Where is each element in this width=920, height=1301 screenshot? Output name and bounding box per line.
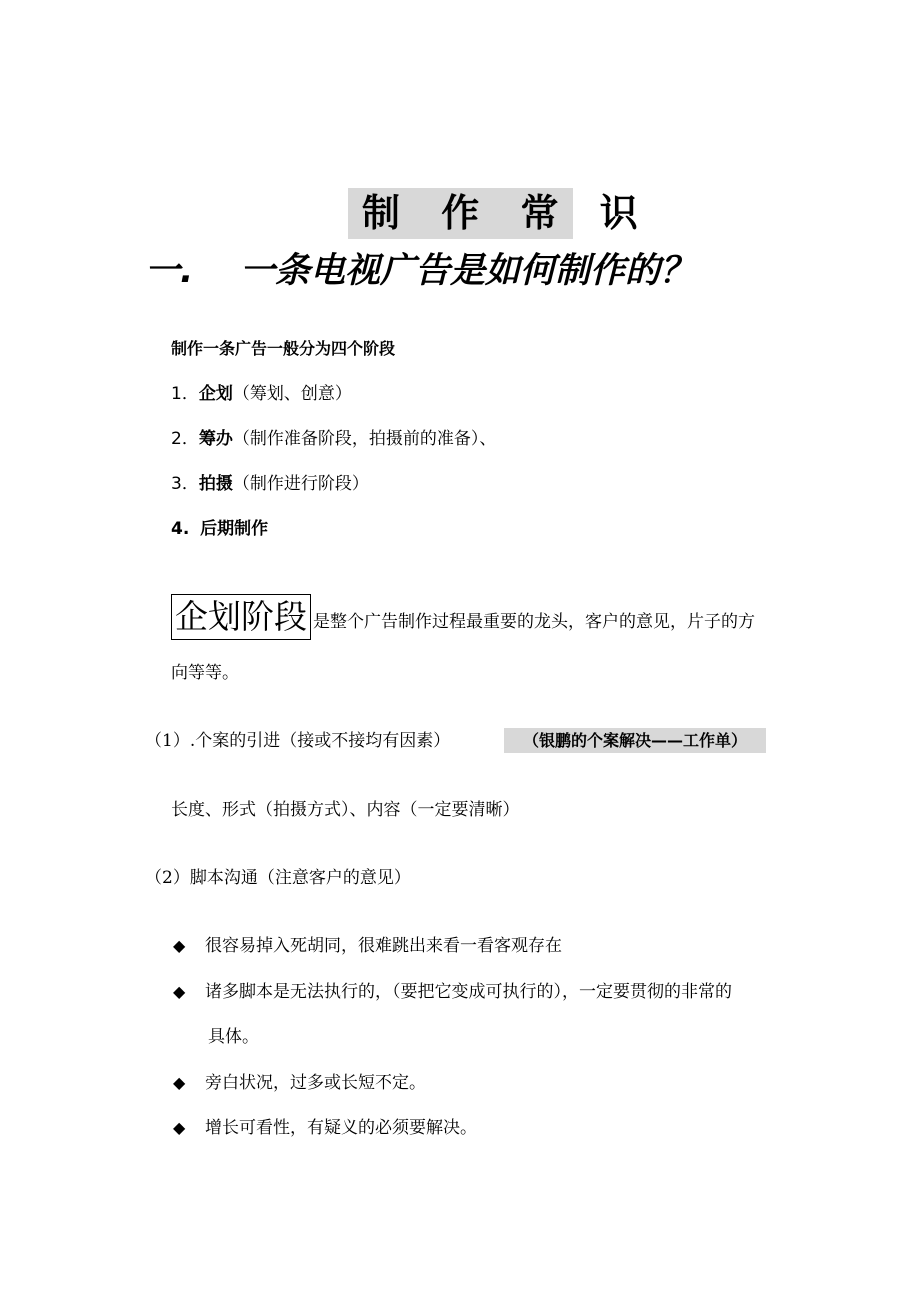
bullet-item: 诸多脚本是无法执行的，（要把它变成可执行的），一定要贯彻的非常的 [205, 982, 732, 1002]
section-number: 一. [145, 251, 194, 291]
section-heading: 一条电视广告是如何制作的？ [240, 251, 696, 291]
step-name: 筹办 [198, 429, 233, 449]
bullet-item: 旁白状况，过多或长短不定。 [205, 1073, 426, 1093]
intro-text: 制作一条广告一般分为四个阶段 [171, 339, 396, 358]
step-number: 3． [171, 474, 199, 494]
planning-description: 是整个广告制作过程最重要的龙头，客户的意见，片子的方 [313, 612, 755, 632]
item-2-text: （2）脚本沟通（注意客户的意见） [145, 868, 411, 888]
step-3 [171, 472, 369, 496]
document-title: 制 作 常 识 [348, 188, 573, 239]
step-1 [171, 382, 352, 406]
step-number: 4. [171, 519, 190, 539]
item-1-subtext: 长度、形式（拍摄方式）、内容（一定要清晰） [171, 800, 520, 820]
step-detail: （筹划、创意） [232, 384, 352, 404]
item-1-highlight-tag: （银鹏的个案解决——工作单） [504, 728, 766, 753]
item-1-text: （1）.个案的引进（接或不接均有因素） [145, 731, 451, 751]
bullet-item: 增长可看性，有疑义的必须要解决。 [205, 1118, 477, 1138]
bullet-item: 很容易掉入死胡同，很难跳出来看一看客观存在 [205, 936, 562, 956]
diamond-bullet-icon: ◆ [173, 936, 186, 955]
planning-description-continued: 向等等。 [171, 663, 239, 683]
diamond-bullet-icon: ◆ [173, 1073, 186, 1092]
step-detail: （制作准备阶段，拍摄前的准备）、 [232, 429, 497, 449]
diamond-bullet-icon: ◆ [173, 1118, 186, 1137]
step-number: 2． [171, 429, 199, 449]
step-name: 企划 [198, 384, 233, 404]
step-name: 拍摄 [198, 474, 233, 494]
step-detail: （制作进行阶段） [232, 474, 369, 494]
step-2 [171, 427, 496, 451]
step-number: 1． [171, 384, 199, 404]
step-name: 后期制作 [200, 519, 269, 539]
bullet-item-continued: 具体。 [208, 1027, 259, 1047]
diamond-bullet-icon: ◆ [173, 982, 186, 1001]
step-4 [171, 517, 268, 541]
planning-term-box: 企划阶段 [171, 594, 311, 640]
